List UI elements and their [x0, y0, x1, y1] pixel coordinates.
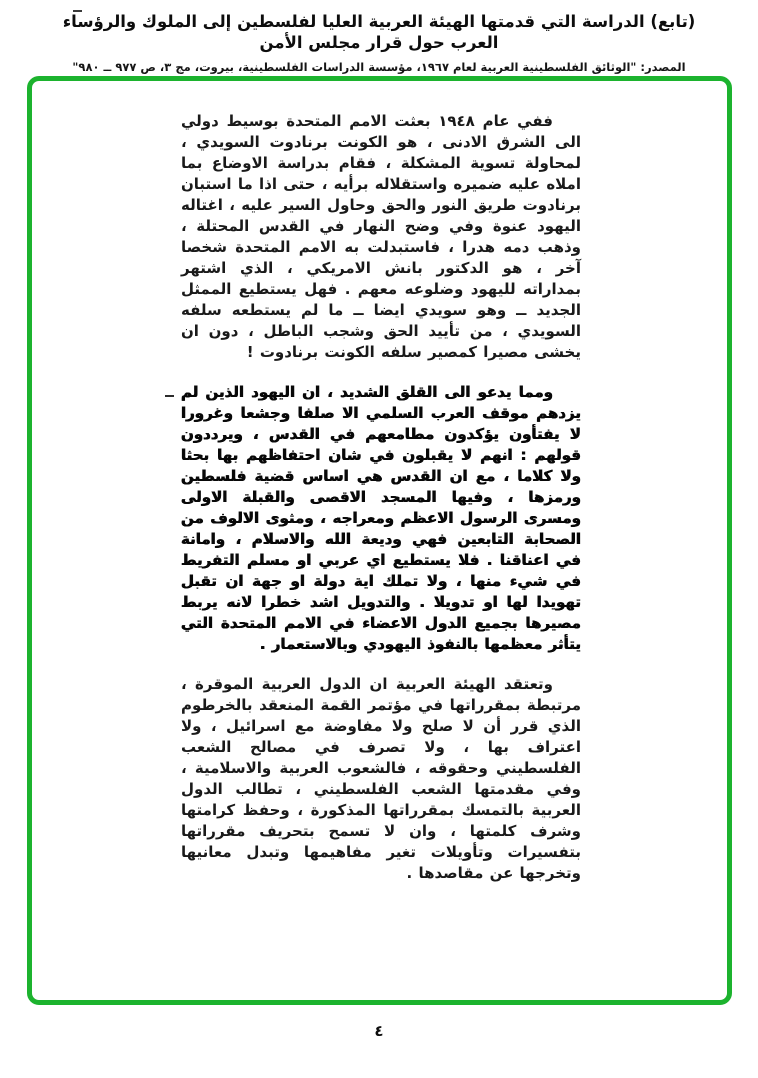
margin-dash-artifact	[165, 395, 174, 397]
document-source-line: المصدر: "الوثائق الفلسطينية العربية لعام ١٩٦٧، مؤسسة الدراسات الفلسطينية، بيروت، مج ٣، ص ٩٧٧ ــ ٩٨٠"	[72, 60, 686, 75]
document-body	[181, 111, 581, 903]
document-title: (تابع) الدراسة التي قدمتها الهيئة العربية العليا لفلسطين إلى الملوك والرؤساء العرب حول قرار مجلس الأمن	[62, 12, 696, 52]
green-border-frame	[27, 76, 732, 1005]
paragraph-2: ومما يدعو الى القلق الشديد ، ان اليهود الذين لم يزدهم موقف العرب السلمي الا صلفا وجشعا وغرورا لا يفتأون يؤكدون مطامعهم في القدس ، ويرددون قولهم : انهم لا يقبلون في شان احتفاظهم بها بحثا ولا كلاما ، مع ان القدس هي اساس قضية فلسطين ورمزها ، وفيها المسجد الاقصى والقبلة الاولى ومسرى الرسول الاعظم ومعراجه ، ومثوى الالوف من الصحابة التابعين فهي وديعة الله والاسلام ، وامانة في اعناقنا . فلا يستطيع اي عربي او مسلم التفريط في شيء منها ، ولا تملك اية دولة او جهة ان تقبل تهويدا لها او تدويلا . والتدويل اشد خطرا لانه يربط مصيرها بجميع الدول الاعضاء في الامم المتحدة التي يتأثر معظمها بالنفوذ اليهودي وبالاستعمار .	[181, 383, 581, 653]
paragraph-1: ففي عام ١٩٤٨ بعثت الامم المتحدة بوسيط دولي الى الشرق الادنى ، هو الكونت برنادوت السويدي ، لمحاولة تسوية المشكلة ، فقام بدراسة الاوضاع بما املاه عليه ضميره واستقلاله برأيه ، حتى اذا ما استبان برنادوت طريق النور والحق وحاول السير عليه ، اغتاله اليهود عنوة وفي وضح النهار في القدس المحتلة ، وذهب دمه هدرا ، فاستبدلت به الامم المتحدة شخصا آخر ، هو الدكتور بانش الامريكي ، الذي اشتهر بمداراته لليهود وضلوعه معهم . فهل يستطيع الممثل الجديد ــ وهو سويدي ايضا ــ ما لم يستطعه سلفه السويدي ، من تأييد الحق وشجب الباطل ، دون ان يخشى مصيرا كمصير سلفه الكونت برنادوت !	[181, 112, 581, 361]
paragraph-3: وتعتقد الهيئة العربية ان الدول العربية الموقرة ، مرتبطة بمقرراتها في مؤتمر القمة المنعقد بالخرطوم الذي قرر أن لا صلح ولا مفاوضة مع اسرائيل ، ولا اعتراف بها ، ولا تصرف في مصالح الشعب الفلسطيني وحقوقه ، فالشعوب العربية والاسلامية ، وفي مقدمتها الشعب الفلسطيني ، تطالب الدول العربية بالتمسك بمقرراتها المذكورة ، وحفظ كرامتها وشرف كلمتها ، وان لا تسمح بتحريف مقرراتها بتفسيرات وتأويلات تغير مفاهيمها وتبدل معانيها وتخرجها عن مقاصدها .	[181, 675, 581, 882]
document-header	[0, 12, 758, 74]
page-number: ٤	[374, 1022, 384, 1040]
